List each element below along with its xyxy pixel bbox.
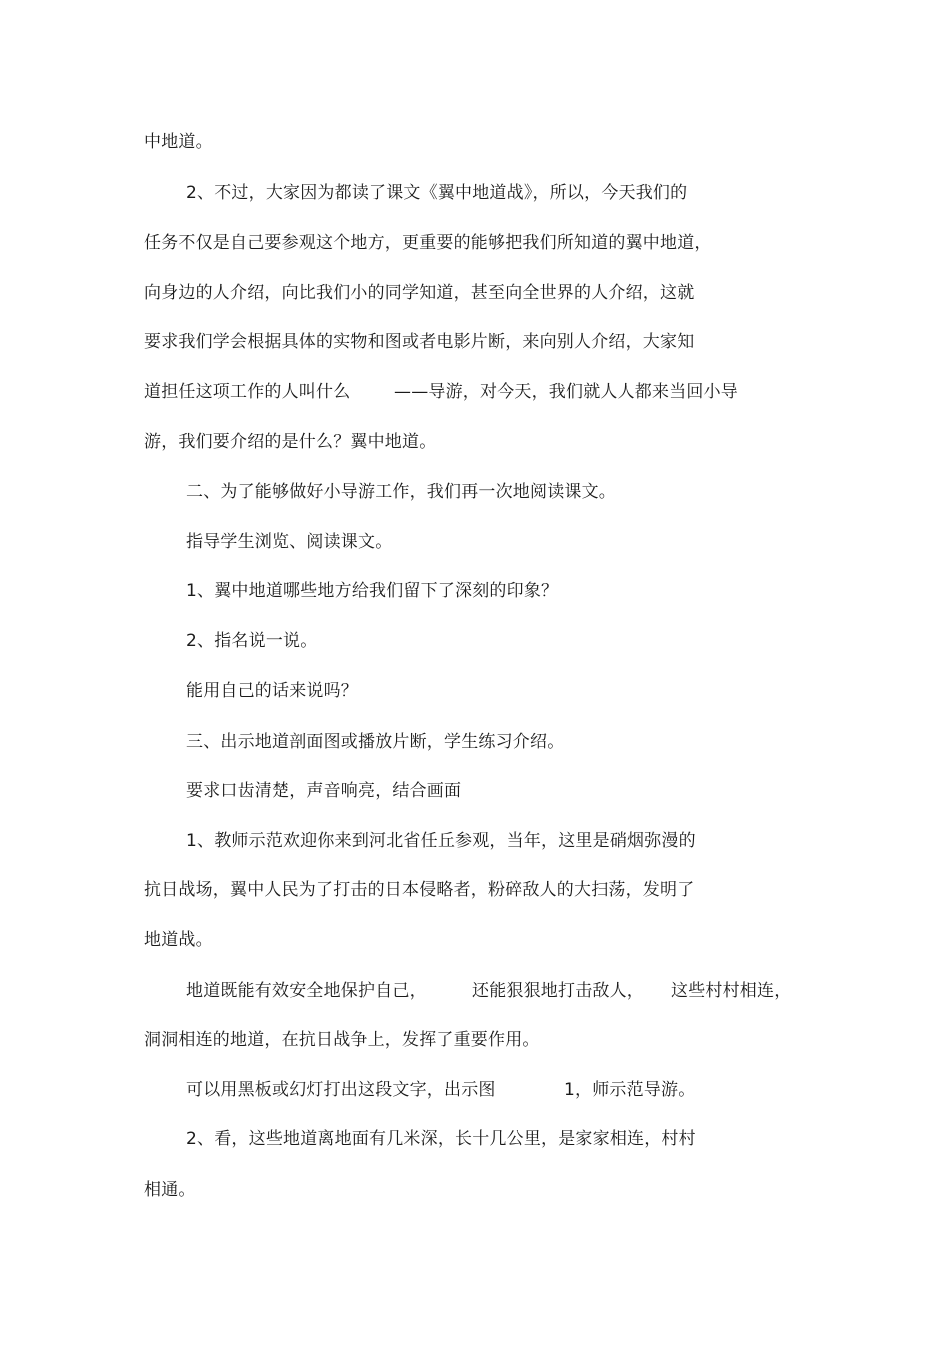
text-line: 抗日战场，翼中人民为了打击的日本侵略者，粉碎敌人的大扫荡，发明了 <box>144 880 695 900</box>
text-line: 1、翼中地道哪些地方给我们留下了深刻的印象？ <box>186 581 559 601</box>
text-line: 游，我们要介绍的是什么？翼中地道。 <box>144 432 437 452</box>
text-segment: 地道既能有效安全地保护自己， <box>186 981 427 1001</box>
text-line: 2、不过，大家因为都读了课文《翼中地道战》，所以，今天我们的 <box>186 183 688 203</box>
text-segment: 道担任这项工作的人叫什么 <box>144 382 351 402</box>
text-line: 要求我们学会根据具体的实物和图或者电影片断，来向别人介绍，大家知 <box>144 332 695 352</box>
text-line: 三、出示地道剖面图或播放片断，学生练习介绍。 <box>186 732 565 752</box>
text-segment: 可以用黑板或幻灯打出这段文字，出示图 <box>186 1080 496 1100</box>
text-segment: 这些村村相连， <box>671 981 792 1001</box>
text-segment: 1，师示范导游。 <box>564 1080 696 1100</box>
text-line: 2、看，这些地道离地面有几米深，长十几公里，是家家相连，村村 <box>186 1129 696 1149</box>
text-segment: ——导游，对今天，我们就人人都来当回小导 <box>394 382 738 402</box>
text-segment: 还能狠狠地打击敌人， <box>472 981 644 1001</box>
text-line: 指导学生浏览、阅读课文。 <box>186 532 393 552</box>
text-line: 2、指名说一说。 <box>186 631 318 651</box>
text-line: 地道战。 <box>144 930 213 950</box>
text-line: 洞洞相连的地道，在抗日战争上，发挥了重要作用。 <box>144 1030 540 1050</box>
text-line: 要求口齿清楚，声音响亮，结合画面 <box>186 781 462 801</box>
text-line: 二、为了能够做好小导游工作，我们再一次地阅读课文。 <box>186 482 616 502</box>
text-line: 相通。 <box>144 1180 196 1200</box>
text-line: 向身边的人介绍，向比我们小的同学知道，甚至向全世界的人介绍，这就 <box>144 283 695 303</box>
text-line: 任务不仅是自己要参观这个地方，更重要的能够把我们所知道的翼中地道， <box>144 233 712 253</box>
text-line: 能用自己的话来说吗？ <box>186 681 358 701</box>
text-line: 1、教师示范欢迎你来到河北省任丘参观，当年，这里是硝烟弥漫的 <box>186 831 696 851</box>
text-line: 中地道。 <box>144 132 213 152</box>
